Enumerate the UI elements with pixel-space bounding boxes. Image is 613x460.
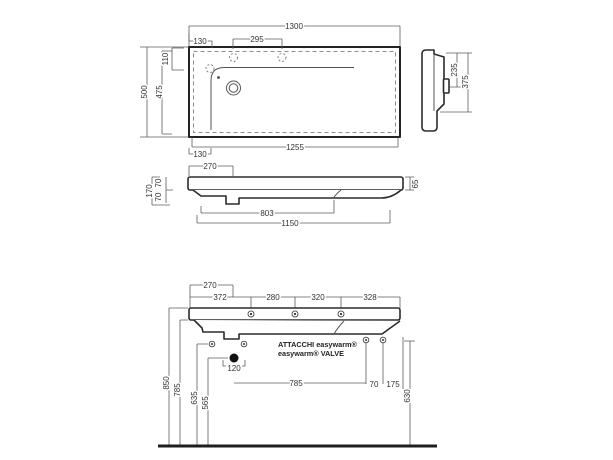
waste-outlet-dot — [230, 354, 239, 363]
dim-front-split-b-label: 70 — [154, 192, 163, 202]
front-view — [145, 162, 420, 228]
dim-rim-thickness-label: 65 — [411, 179, 420, 189]
dim-drain-spacing-label: 120 — [227, 364, 241, 373]
dim-total-depth-label: 500 — [140, 85, 149, 99]
dim-seg3-label: 320 — [311, 293, 325, 302]
dim-edge-gap-label: 175 — [386, 380, 400, 389]
valve-note-line-2: easywarm® VALVE — [278, 349, 344, 358]
overflow-dot — [217, 76, 220, 79]
installation-view — [158, 281, 437, 446]
dim-total-width-label: 1300 — [285, 22, 303, 31]
dim-base-width-label: 1150 — [281, 219, 299, 228]
dim-drain-height-label: 565 — [201, 396, 210, 410]
dim-inner-depth-label: 475 — [155, 85, 164, 99]
plan-view — [140, 22, 400, 159]
valve-note-line-1: ATTACCHI easywarm® — [278, 340, 357, 349]
dim-profile-height-label: 375 — [461, 75, 470, 89]
dim-valve-height-left-label: 635 — [190, 391, 199, 405]
dim-valve-gap-label: 70 — [369, 380, 379, 389]
dim-front-total-height-label: 170 — [145, 184, 154, 198]
dim-depth-edge-label: 110 — [161, 52, 170, 66]
dim-front-split-a-label: 70 — [154, 178, 163, 188]
dim-corner-offset-label: 130 — [193, 150, 207, 159]
dim-seg1-label: 372 — [213, 293, 227, 302]
dim-inner-width-label: 1255 — [286, 143, 304, 152]
front-rim — [188, 177, 403, 190]
dim-valve-height-right-label: 630 — [403, 389, 412, 403]
dim-valve-span-label: 785 — [289, 379, 303, 388]
dim-seg2-label: 280 — [266, 293, 280, 302]
dim-drain-span-label: 803 — [260, 209, 274, 218]
dim-underside-height-label: 785 — [173, 383, 182, 397]
dim-front-left-offset-label: 270 — [203, 162, 217, 171]
dim-rim-height-label: 850 — [162, 376, 171, 390]
dim-hole-offset-label: 130 — [193, 37, 207, 46]
dim-seg4-label: 328 — [363, 293, 377, 302]
valve-tab — [444, 79, 450, 93]
plan-outline — [189, 47, 400, 137]
dim-install-left-offset-label: 270 — [203, 281, 217, 290]
side-view — [422, 50, 472, 131]
install-body — [194, 320, 400, 339]
dim-hole-spacing-label: 295 — [250, 35, 264, 44]
side-outline — [422, 50, 444, 131]
dim-valve-height-label: 235 — [450, 63, 459, 77]
front-body — [193, 190, 401, 204]
